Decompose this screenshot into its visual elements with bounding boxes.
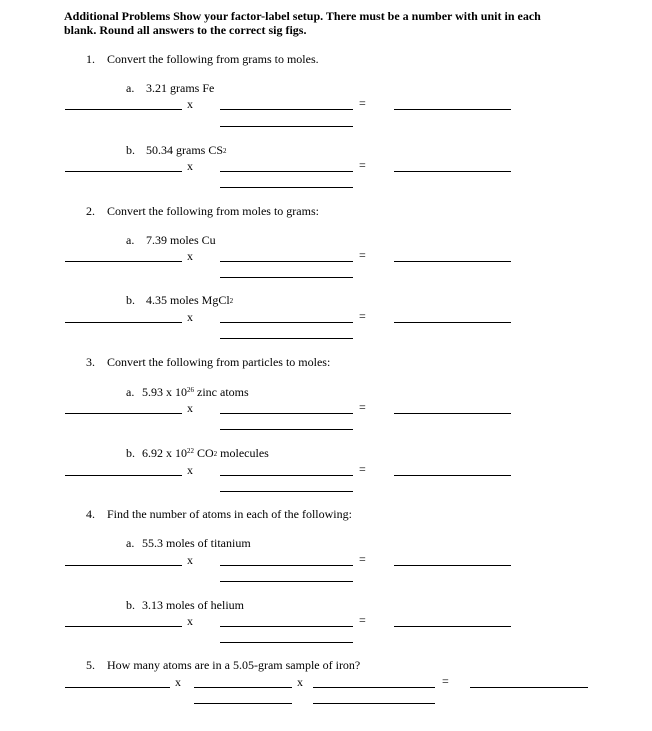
q1a-answer-blank[interactable] [394,109,511,110]
q3b-letter: b. [126,446,135,460]
q4a-start-blank[interactable] [65,565,182,566]
q2b-letter: b. [126,293,135,307]
q3a-letter: a. [126,385,135,399]
q2b-factor-denominator-blank[interactable] [220,338,353,339]
q4b-factor-numerator-blank[interactable] [220,626,353,627]
q4b-times-sign: x [187,614,193,628]
q4b-equals-sign: = [359,613,366,627]
q2b-answer-blank[interactable] [394,322,511,323]
q5-factor2-denominator-blank[interactable] [313,703,435,704]
question-5-text: How many atoms are in a 5.05-gram sample of iron? [107,658,361,672]
question-3-text: Convert the following from particles to moles: [107,355,331,369]
q2a-factor-denominator-blank[interactable] [220,277,353,278]
q5-times-sign-1: x [175,675,181,689]
q1a-times-sign: x [187,97,193,111]
question-1-number: 1. [86,52,95,66]
q3a-start-blank[interactable] [65,413,182,414]
q2a-answer-blank[interactable] [394,261,511,262]
q3a-answer-blank[interactable] [394,413,511,414]
q3a-times-sign: x [187,401,193,415]
question-1-text: Convert the following from grams to moles. [107,52,319,66]
q3b-factor-numerator-blank[interactable] [220,475,353,476]
q2b-equals-sign: = [359,309,366,323]
q3a-text: 5.93 x $10^{26}$ zinc atoms [142,385,249,399]
question-2-number: 2. [86,204,95,218]
q1a-text: 3.21 grams Fe [146,81,215,95]
q1b-factor-numerator-blank[interactable] [220,171,353,172]
q3b-equals-sign: = [359,462,366,476]
q3b-start-blank[interactable] [65,475,182,476]
q1b-start-blank[interactable] [65,171,182,172]
q2a-equals-sign: = [359,248,366,262]
q3b-answer-blank[interactable] [394,475,511,476]
q4a-equals-sign: = [359,552,366,566]
q4a-factor-denominator-blank[interactable] [220,581,353,582]
q2b-times-sign: x [187,310,193,324]
q5-times-sign-2: x [297,675,303,689]
question-4-number: 4. [86,507,95,521]
q2a-times-sign: x [187,249,193,263]
q1b-letter: b. [126,143,135,157]
q4a-letter: a. [126,536,135,550]
q2a-text: 7.39 moles Cu [146,233,216,247]
question-2-text: Convert the following from moles to grams: [107,204,319,218]
instructions-line-1: Additional Problems Show your factor-label setup. There must be a number with unit in each [64,9,541,23]
q4a-times-sign: x [187,553,193,567]
q4b-start-blank[interactable] [65,626,182,627]
q1a-equals-sign: = [359,96,366,110]
q3b-text: 6.92 x $10^{22}$ $CO_2$ molecules [142,446,269,460]
q3b-factor-denominator-blank[interactable] [220,491,353,492]
q4b-factor-denominator-blank[interactable] [220,642,353,643]
q2b-factor-numerator-blank[interactable] [220,322,353,323]
q5-factor1-numerator-blank[interactable] [194,687,292,688]
q4b-answer-blank[interactable] [394,626,511,627]
instructions-line-2: blank. Round all answers to the correct sig figs. [64,23,307,37]
q2a-letter: a. [126,233,135,247]
question-4-text: Find the number of atoms in each of the following: [107,507,352,521]
q3a-equals-sign: = [359,400,366,414]
q5-start-blank[interactable] [65,687,170,688]
q3a-factor-denominator-blank[interactable] [220,429,353,430]
q1b-text: 50.34 grams $CS_2$ [146,143,227,157]
q2b-text: 4.35 moles MgCl$_2$ [146,293,234,307]
q1b-equals-sign: = [359,158,366,172]
q4b-letter: b. [126,598,135,612]
q4a-factor-numerator-blank[interactable] [220,565,353,566]
question-3-number: 3. [86,355,95,369]
q1b-factor-denominator-blank[interactable] [220,187,353,188]
q1a-factor-numerator-blank[interactable] [220,109,353,110]
q1a-factor-denominator-blank[interactable] [220,126,353,127]
q1b-times-sign: x [187,159,193,173]
q3a-factor-numerator-blank[interactable] [220,413,353,414]
q1a-start-blank[interactable] [65,109,182,110]
q2a-start-blank[interactable] [65,261,182,262]
q5-equals-sign: = [442,674,449,688]
q5-answer-blank[interactable] [470,687,588,688]
q3b-times-sign: x [187,463,193,477]
q1b-answer-blank[interactable] [394,171,511,172]
q4a-answer-blank[interactable] [394,565,511,566]
q1a-letter: a. [126,81,135,95]
question-5-number: 5. [86,658,95,672]
q2a-factor-numerator-blank[interactable] [220,261,353,262]
q4a-text: 55.3 moles of titanium [142,536,251,550]
q5-factor2-numerator-blank[interactable] [313,687,435,688]
q5-factor1-denominator-blank[interactable] [194,703,292,704]
q4b-text: 3.13 moles of helium [142,598,244,612]
q2b-start-blank[interactable] [65,322,182,323]
